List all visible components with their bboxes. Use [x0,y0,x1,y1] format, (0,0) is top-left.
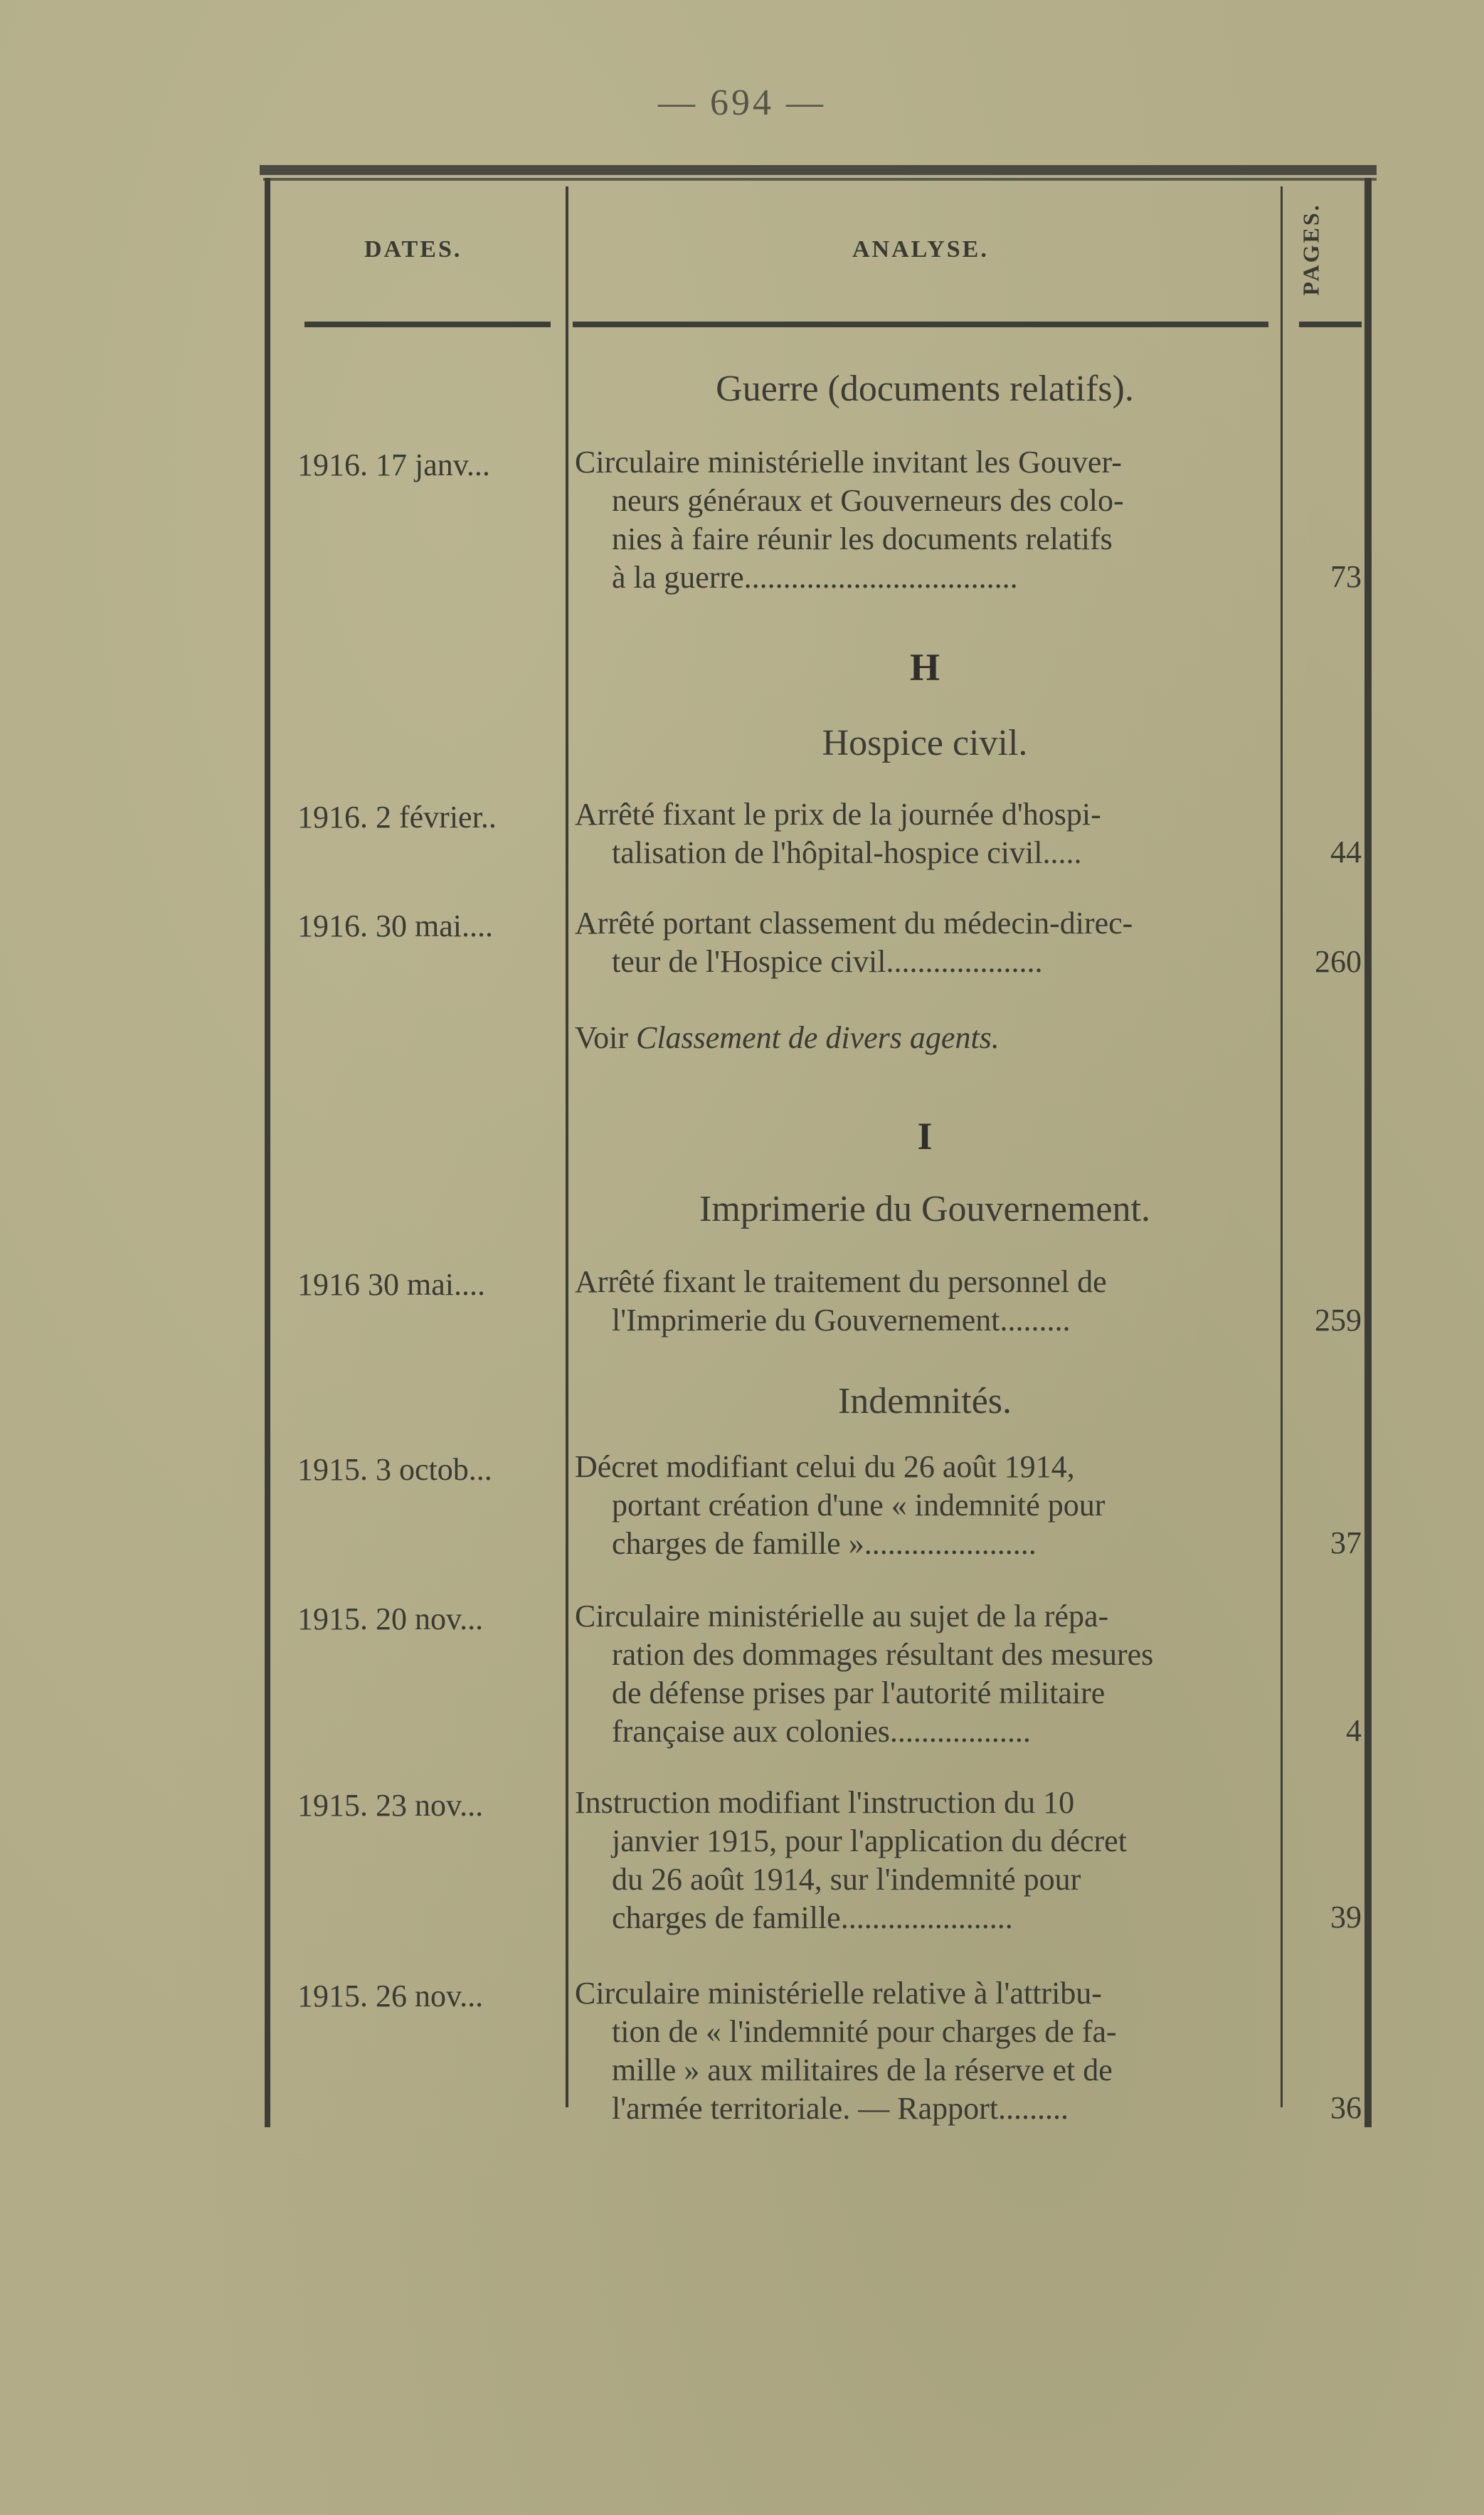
entry-date: 1915. 3 octob... [297,1452,492,1487]
entry-date: 1915. 26 nov... [297,1979,484,2013]
entry-page: 259 [1315,1303,1362,1338]
entry-date: 1916 30 mai.... [297,1267,485,1302]
header-dates: DATES. [364,236,462,263]
table-top-rule [260,165,1377,175]
entry-description: Arrêté fixant le prix de la journée d'hospi- talisation de l'hôpital-hospice civil..... [575,797,1101,870]
entry-date: 1916. 30 mai.... [297,909,493,943]
entry-description: Circulaire ministérielle relative à l'attribu- tion de « l'indemnité pour charges de fa- mille » aux militaires de la réserve et de l'armée territoriale. — Rapport......... [575,1976,1117,2126]
letter-heading-h: H [909,646,940,689]
entry-page: 44 [1330,835,1362,869]
entry-date: 1915. 23 nov... [297,1788,484,1823]
section-title-indemnites: Indemnités. [837,1381,1012,1421]
cross-reference-note: Voir Classement de divers agents. [575,1020,1000,1055]
entry-description: Arrêté fixant le traitement du personnel de l'Imprimerie du Gouvernement......... [575,1264,1107,1338]
table-top-rule-thin [263,178,1377,181]
section-title-guerre: Guerre (documents relatifs). [716,369,1134,409]
header-pages: PAGES. [1298,202,1324,296]
dates-analyse-divider [566,186,568,2107]
header-rule-dates [304,322,551,327]
section-title-imprimerie: Imprimerie du Gouvernement. [699,1189,1150,1229]
analyse-pages-divider [1281,186,1283,2107]
entry-date: 1915. 20 nov... [297,1601,484,1636]
entry-description: Circulaire ministérielle invitant les Gouver- neurs généraux et Gouverneurs des colo- nies à faire réunir les documents relatifs à la guerre................................... [575,445,1124,595]
entry-description: Arrêté portant classement du médecin-direc- teur de l'Hospice civil.................... [575,906,1133,979]
header-rule-analyse [573,322,1268,327]
header-analyse: ANALYSE. [852,236,989,263]
entry-description: Décret modifiant celui du 26 août 1914, portant création d'une « indemnité pour charges de famille »...................... [575,1449,1106,1561]
entry-page: 260 [1315,944,1362,979]
entry-page: 36 [1330,2090,1362,2125]
entry-page: 73 [1330,559,1362,594]
section-title-hospice: Hospice civil. [822,723,1028,763]
left-border [265,178,270,2127]
header-rule-pages [1299,322,1362,327]
entry-description: Circulaire ministérielle au sujet de la répa- ration des dommages résultant des mesures de défense prises par l'autorité militaire française aux colonies.................. [575,1599,1154,1749]
entry-date: 1916. 2 février.. [297,800,497,835]
entry-date: 1916. 17 janv... [297,448,490,482]
right-border [1364,178,1372,2127]
entry-page: 4 [1346,1713,1362,1748]
entry-page: 39 [1330,1900,1362,1934]
entry-page: 37 [1330,1525,1362,1560]
entry-description: Instruction modifiant l'instruction du 10 janvier 1915, pour l'application du décret du 26 août 1914, sur l'indemnité pour charges de famille...................... [575,1785,1127,1935]
letter-heading-i: I [917,1115,933,1158]
page-number: — 694 — [658,83,826,123]
